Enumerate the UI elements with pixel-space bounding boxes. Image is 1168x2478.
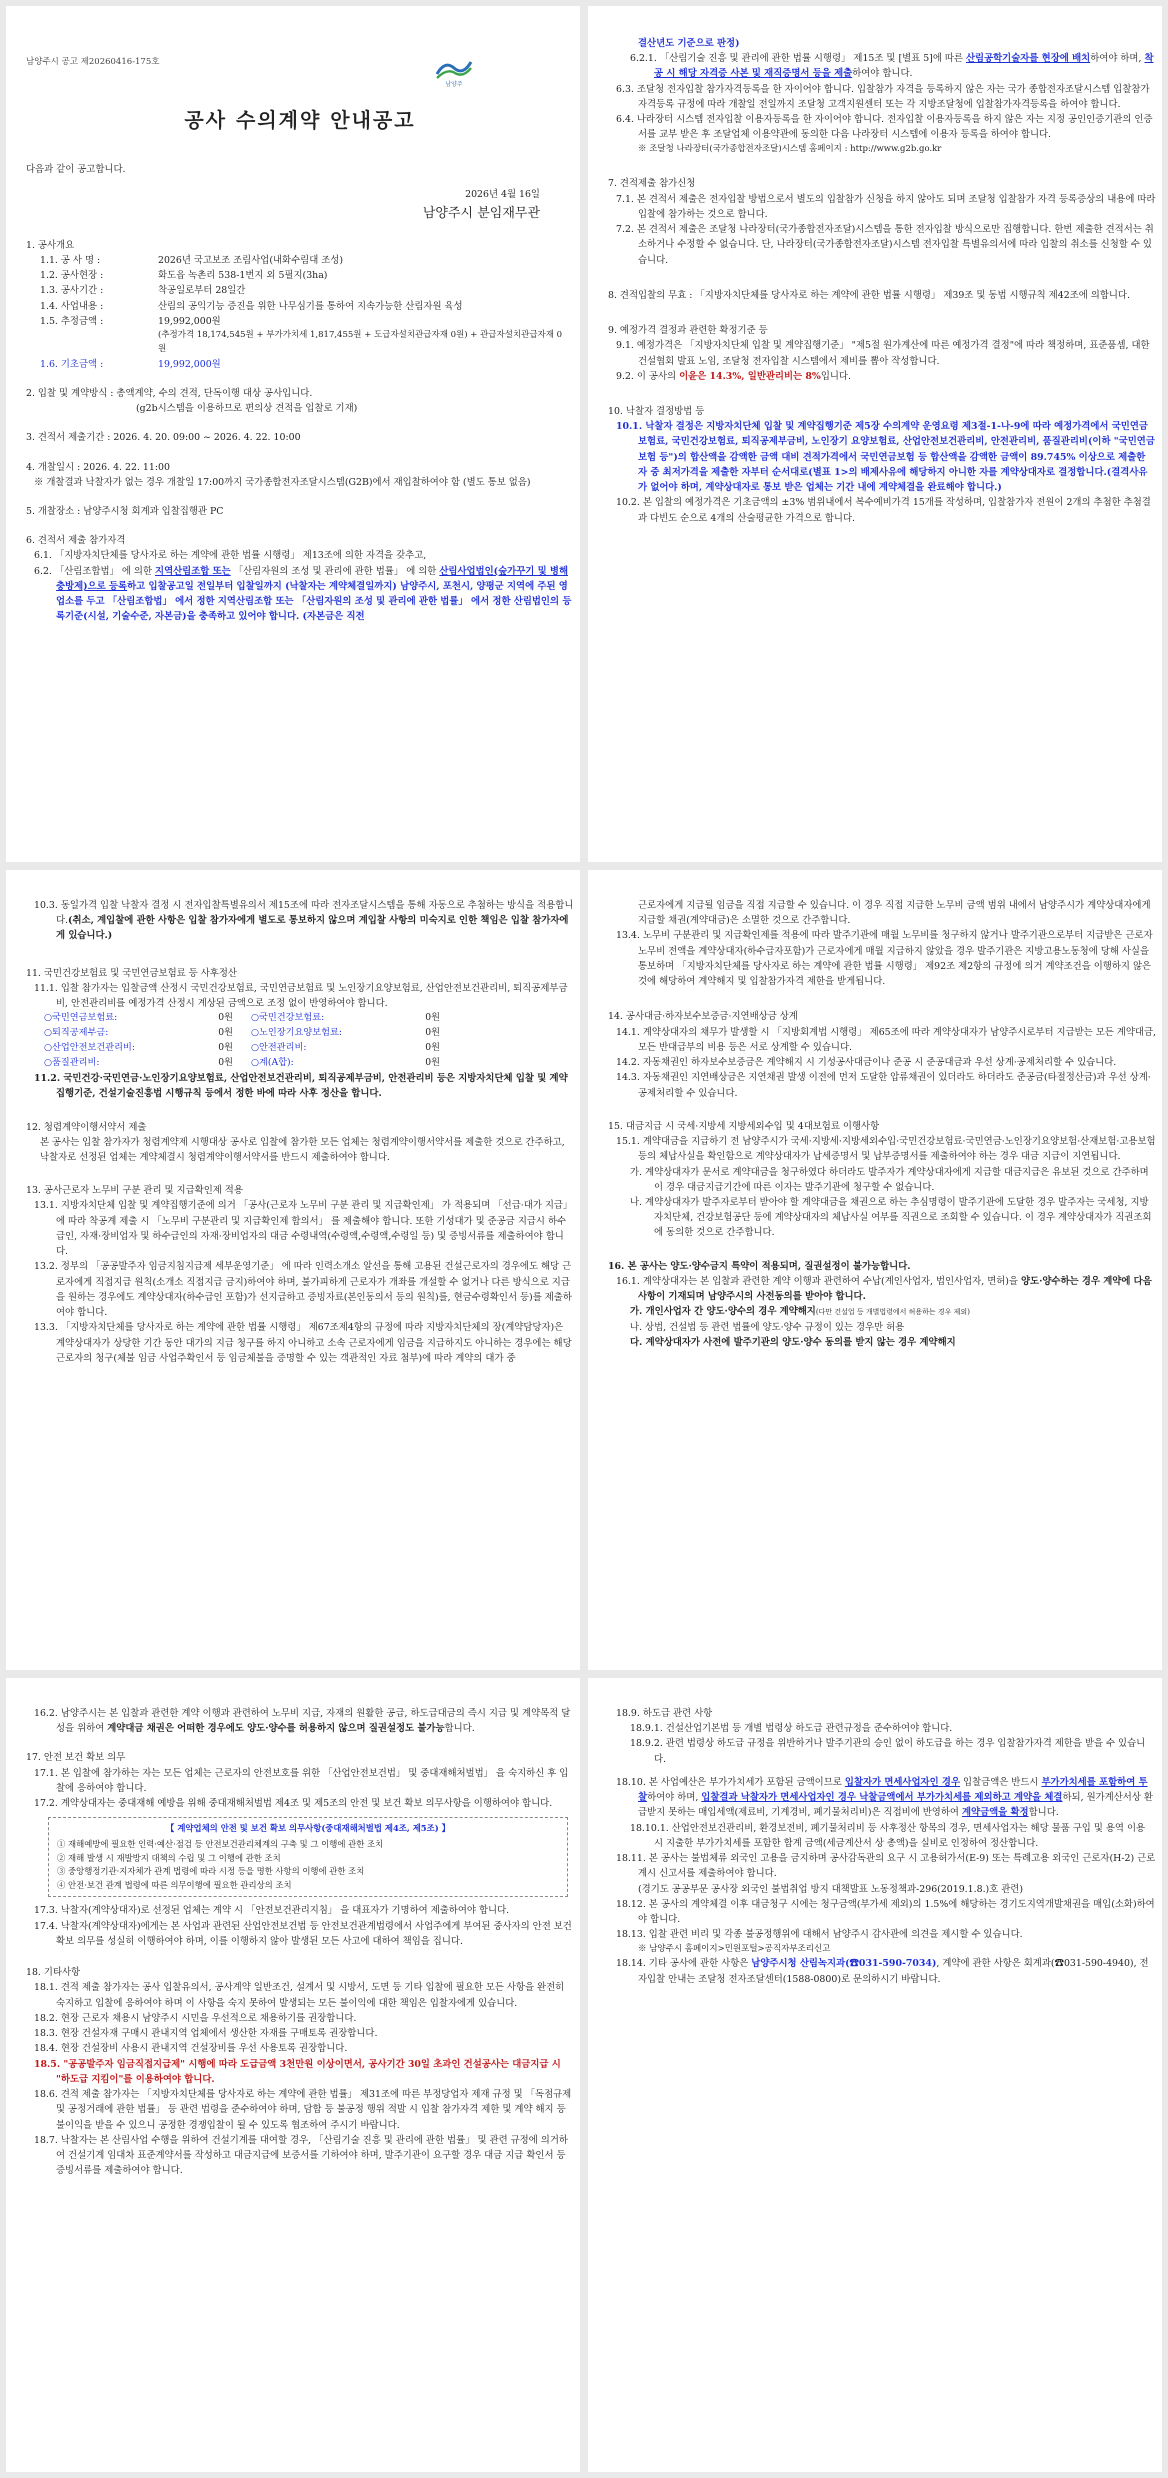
list-item: 나. 상법, 건설법 등 관련 법률에 양도·양수 규정이 있는 경우만 허용 (630, 1321, 905, 1333)
list-item: 18.11. 본 공사는 불법체류 외국인 고용을 금지하며 공사감독관의 요구 시 고용허가서(E-9) 또는 특례고용 외국인 근로자(H-2) 근로계시 신고서를 제출하여야 합니다. (616, 1853, 1156, 1880)
list-item: 18.6. 견적 제출 참가자는 「지방자치단체를 당사자로 하는 계약에 관한 법률」 제31조에 따른 부정당업자 제재 규정 및 「독점규제 및 공정거래에 관한 법률」 등 관련 법령을 준수하여야 하며, 담합 등 불공정 행위 적발 시 입찰 참가자격 제한 및 계약 해지 등 불이익을 받을 수 있으니 공정한 경쟁입찰이 될 수 있도록 협조하여 주시기 바랍니다. (34, 2089, 572, 2131)
list-item: 18.4. 현장 건설장비 사용시 관내지역 건설장비를 우선 사용토록 권장합니다. (34, 2043, 348, 2055)
cell: 0원 (218, 1057, 233, 1069)
box-item: ② 재해 발생 시 재발방지 대책의 수립 및 그 이행에 관한 조치 (57, 1852, 281, 1863)
list-item: 11.1. 입찰 참가자는 입찰금액 산정시 국민건강보험료, 국민연금보험료 및 노인장기요양보험료, 산업안전보건관리비, 퇴직공제부금비, 안전관리비를 예정가격 산정시 계상된 금액으로 조정 없이 반영하여야 합니다. (34, 982, 568, 1010)
text-span: 입니다. (820, 370, 851, 382)
section-15 (608, 1119, 1156, 1241)
text-span: 합니다. (1028, 1807, 1059, 1819)
row-value: 19,992,000원 (158, 315, 221, 327)
list-item (608, 369, 1156, 384)
text-span: 10.3. 동일가격 입찰 낙찰자 결정 시 전자입찰특별유의서 제15조에 따라 전자조달시스템을 통해 자동으로 추첨하는 방식을 적용합니다. (34, 900, 574, 927)
project-overview-table (40, 253, 574, 372)
continued-text: 근로자에게 지급될 임금을 직접 지급할 수 있습니다. 이 경우 직접 지급한 노무비 금액 범위 내에서 남양주시가 계약상대자에게 지급할 채권(계약대금)은 소멸한 것으로 간주합니다. (638, 900, 1151, 927)
list-item (26, 564, 574, 625)
section-title: 10. 낙찰자 결정방법 등 (608, 405, 705, 417)
list-item (608, 1274, 1156, 1304)
namyangju-logo (434, 58, 474, 90)
text-span: 하여야 합니다. (852, 68, 913, 80)
notice-date: 2026년 4월 16일 (465, 189, 540, 201)
list-item: 본 공사는 입찰 참가자가 청렴계약제 시행대상 공사로 입찰에 참가한 모든 업체는 청렴계약이행서약서를 제출한 것으로 간주하고, 낙찰자로 선정된 업체는 계약체결시 청렴계약이행서약서를 반드시 제출하여야 합니다. (40, 1136, 565, 1163)
text-span: 하여야 하며, (1090, 53, 1145, 65)
page-4 (588, 870, 1162, 1670)
table-row (40, 314, 574, 329)
section-18 (26, 1965, 574, 2178)
section-4 (26, 460, 574, 490)
list-item: 18.13. 입찰 관련 비리 및 각종 불공정행위에 대해서 남양주시 감사관에 의견을 제시할 수 있습니다. (616, 1929, 1023, 1941)
text-span: 「산림자원의 조성 및 관리에 관한 법률」 에 의한 (230, 565, 440, 577)
text-span: 6.2.1. 「산림기술 진흥 및 관리에 관한 법률 시행령」 제15조 및 [별표 5]에 따른 (630, 53, 966, 65)
box-item: ① 재해예방에 필요한 인력·예산·점검 등 안전보건관리체계의 구축 및 그 이행에 관한 조치 (57, 1839, 384, 1850)
row-value: 화도읍 녹촌리 538-1번지 외 5필지(3ha) (158, 270, 328, 282)
section-5 (26, 504, 574, 519)
table-row (40, 283, 574, 298)
list-item: 13.3. 「지방자치단체를 당사자로 하는 계약에 관한 법률 시행령」 제67조제4항의 규정에 따라 지방자치단체의 장(계약담당자)은 계약상대자가 상당한 기간 동안 대가의 지급 청구를 하지 아니하고 소속 근로자에게 임금을 지급하지도 아니하는 경우에는 해당 근로자의 청구(체불 임금 사업주확인서 등 임금체불을 증명할 수 있는 객관적인 자료 첨부)에 따라 계약의 대가 중 (34, 1322, 572, 1364)
note-text: ※ 조달청 나라장터(국가종합전자조달)시스템 홈페이지 : http://www.g2b.go.kr (638, 143, 942, 154)
intro-text: 다음과 같이 공고합니다. (26, 164, 126, 176)
list-item: 10.1. 낙찰자 결정은 지방자치단체 입찰 및 계약집행기준 제5장 수의계약 운영요령 제3절-1-나-9에 따라 예정가격에서 국민연금보험료, 국민건강보험료, 퇴직공제부금비, 노인장기 요양보험료, 산업안전보건관리비, 안전관리비, 품질관리비(이하 "국민연금보험 등")의 합산액을 감액한 금액 대비 견적가격에서 국민연금보험 등 합산액을 감액한 금액이 89.745% 이상으로 제출한 자 중 최저가격을 제출한 자부터 순서대로(별표 1>의 배제사유에 해당하지 아니한 자를 계약상대자로 결정합니다.(결격사유가 없어야 하며, 계약상대자로 통보 받은 업체는 기간 내에 계약체결을 완료해야 합니다.) (616, 421, 1155, 494)
list-item (608, 1304, 1156, 1319)
highlight-span: 가. 개인사업자 간 양도·양수의 경우 계약해지 (630, 1306, 816, 1318)
cell: 0원 (218, 1027, 233, 1039)
page-6 (588, 1678, 1162, 2472)
section-8 (608, 288, 1156, 303)
list-item: 18.3. 현장 건설자재 구매시 관내지역 업체에서 생산한 자재를 구매토록 권장합니다. (34, 2028, 378, 2040)
list-item: 18.10.1. 산업안전보건관리비, 환경보전비, 폐기물처리비 등 사후정산 항목의 경우, 면세사업자는 해당 물품 구입 및 용역 이용 시 지출한 부가가치세를 포함한 합계 금액(세금계산서 상 총액)을 실비로 인정하여 정산합니다. (630, 1822, 1146, 1849)
text-span: 하되, 원가계산서상 환급받지 못하는 매입세액(제료비, 기계경비, 폐기물처리비)은 직접비에 반영하여 (638, 1792, 1153, 1819)
table-row (40, 1026, 444, 1041)
highlight-span: 산림사업법인(숲가꾸기 및 병해충방제)으로 등록 (56, 565, 569, 592)
list-item: 7.1. 본 견적서 제출은 전자입찰 방법으로서 별도의 입찰참가 신청을 하지 않아도 되며 조달청 입찰참가 자격 등록증상의 내용에 따라 입찰에 참가하는 것으로 합니다. (616, 193, 1156, 220)
section-title: 18. 기타사항 (26, 1967, 81, 1979)
section-10 (608, 404, 1156, 526)
row-key-empty (40, 329, 158, 357)
list-item: 다. 계약상대자가 사전에 발주기관의 양도·양수 동의를 받지 않는 경우 계약해지 (630, 1336, 956, 1348)
section-title: 9. 예정가격 결정과 관련한 확정기준 등 (608, 325, 768, 337)
table-row (40, 1041, 444, 1056)
section-2 (26, 386, 574, 416)
list-item: 6.4. 나라장터 시스템 전자입찰 이용자등록을 한 자이어야 합니다. 전자입찰 이용자등록을 하지 않은 자는 지정 공인인증기관의 인증서를 교부 받은 후 조달업체 이용약관에 동의한 다음 나라장터 시스템에 이용자 등록을 하여야 합니다. (616, 114, 1153, 141)
row-key: 1.2. 공사현장 : (40, 270, 104, 282)
section-note: (g2b시스템을 이용하므로 편의상 견적을 입찰로 기재) (136, 403, 358, 415)
cell: 0원 (218, 1012, 233, 1024)
section-14 (608, 1009, 1156, 1100)
section-title: 6. 견적서 제출 참가자격 (26, 535, 126, 547)
cell: ○노인장기요양보험료: (251, 1027, 342, 1039)
list-item: 18.1. 견적 제출 참가자는 공사 입찰유의서, 공사계약 일반조건, 설계서 및 시방서, 도면 등 기타 입찰에 필요한 모든 사항을 완전히 숙지하고 입찰에 응하여야 하며 이 사항을 숙지 못하여 발생되는 모든 불이익에 대한 책임은 입찰자에게 있습니다. (34, 1982, 565, 2009)
section-title: 12. 청렴계약이행서약서 제출 (26, 1121, 147, 1133)
cell: ○품질관리비: (44, 1057, 100, 1069)
cell: ○안전관리비: (251, 1042, 307, 1054)
estimate-detail: (추정가격 18,174,545원 + 부가가치세 1,817,455원 + 도급자설치관급자재 0원) + 관급자설치관급자재 0원 (158, 330, 563, 354)
section-title: 3. 견적서 제출기간 : 2026. 4. 20. 09:00 ~ 2026. 4. 22. 10:00 (26, 432, 301, 444)
list-item: 6.3. 조달청 전자입찰 참가자격등록을 한 자이어야 합니다. 입찰참가 자격을 등록하지 않은 자는 국가 종합전자조달시스템 입찰참가 자격등록 규정에 따라 개찰일 전일까지 조달청 고객지원센터 또는 각 지방조달청에 입찰참가자격등록을 하여야 합니다. (616, 83, 1150, 110)
text-span: , 계약에 관한 사항은 회계과(☎031-590-4940), 전자입찰 안내는 조달청 전자조달센터(1588-0800)로 문의하시기 바랍니다. (638, 1958, 1149, 1985)
section-title: 8. 견적입찰의 무효 : 「지방자치단체를 당사자로 하는 계약에 관한 법률 시행령」 제39조 및 동법 시행규칙 제42조에 의합니다. (608, 289, 1130, 301)
highlight-span: 하는 경우 계약에 다음 사항이 기재되며 남양주시의 사전동의를 받아야 합니다. (638, 1275, 1152, 1303)
row-value: 2026년 국고보조 조림사업(내화수림대 조성) (158, 254, 344, 266)
cell: ○국민연금보험료: (44, 1012, 118, 1024)
cell: ○국민건강보험료: (251, 1012, 325, 1024)
highlight-span: 지역산림조합 또는 (155, 565, 231, 577)
section-title: 4. 개찰일시 : 2026. 4. 22. 11:00 (26, 461, 170, 473)
page-title: 공사 수의계약 안내공고 (184, 107, 416, 132)
base-amount: 19,992,000원 (158, 358, 221, 370)
list-item: 7.2. 본 견적서 제출은 조달청 나라장터(국가종합전자조달)시스템을 통한 전자입찰 방식으로만 집행합니다. 한번 제출한 견적서는 취소하거나 수정할 수 없습니다. 단, 나라장터(국가종합전자조달)시스템 전자입찰 특별유의서에 따라 입찰의 취소를 신청할 수 있습니다. (616, 224, 1154, 266)
list-item: 13.4. 노무비 구분관리 및 지급확인제를 적용에 따라 발주기관에 매월 노무비를 청구하지 않거나 발주기관으로부터 지급받은 근로자 노무비 전액을 계약상대자(하수급자포함)가 근로자에게 매월 지급하지 않았을 경우 발주기관은 지방고용노동청에 당해 사실을 통보하며 「지방자치단체를 당사자로 하는 계약에 관한 법률 시행령」 제92조 제2항의 규정에 의거 계약조건을 이행하지 않은 것에 해당하여 계약해지 및 입찰참가자격 제한을 받게됩니다. (616, 930, 1153, 988)
list-item: 13.1. 지방자치단체 입찰 및 계약집행기준에 의거 「공사(근로자 노무비 구분 관리 및 지급확인제」 가 적용되며 「선급·대가 지급」 에 따라 착공계 제출 시 「노무비 구분관리 및 지급확인제 합의서」 를 제출해야 합니다. 또한 기성대가 및 준공금 지급시 하수급인, 자재·장비업자 및 하수급인의 자재·장비업자의 대금 수령내역(수령액,수령액,수령일 등) 및 증빙서류를 제출하여야 합니다. (34, 1200, 573, 1258)
list-item: 18.2. 현장 근로자 채용시 남양주시 시민을 우선적으로 채용하기를 권장합니다. (34, 2012, 357, 2024)
section-16 (608, 1259, 1156, 1350)
highlight-span: 계약대금 채권은 어떠한 경우에도 양도·양수를 허용하지 않으며 질권설정도 불가능 (107, 1723, 445, 1735)
cell: 0원 (425, 1042, 440, 1054)
row-key: 1.6. 기초금액 : (40, 358, 104, 370)
section-1 (26, 238, 574, 372)
cell: 0원 (218, 1042, 233, 1054)
insurance-table (40, 1011, 444, 1071)
list-item (26, 898, 574, 944)
list-item: 6.1. 「지방자치단체를 당사자로 하는 계약에 관한 법률 시행령」 제13조에 의한 자격을 갖추고, (34, 550, 427, 562)
text-span: 9.2. 이 공사의 (616, 370, 680, 382)
section-title: 13. 공사근로자 노무비 구분 관리 및 지급확인제 적용 (26, 1185, 243, 1197)
text-span: 18.14. 기타 공사에 관한 사항은 (616, 1958, 752, 1970)
table-row (40, 1056, 444, 1071)
highlight-span: 부가가치세를 포함하여 투찰 (638, 1776, 1148, 1804)
page-3 (6, 870, 580, 1670)
list-item: 13.2. 정부의 「공공발주자 임금지침지급제 세부운영기준」 에 따라 인력소개소 알선을 통해 고용된 건설근로자의 경우에도 해당 근로자에게 직접지급 원칙(소개소 직접지급 금지)하여야 하며, 불가피하게 근로자가 개좌를 개설할 수 없거나 다른 방식으로 지급을 원하는 경우에도 계약상대자(하수급인 포함)가 선지급하고 증빙자료(본인동의서 등의 원칙)를, 현금수령확인서 등)를 제출하여야 합니다. (34, 1261, 572, 1319)
list-item: 14.2. 자동채권인 하자보수보증금은 계약해지 시 기성공사대금이나 준공 시 준공대금과 우선 상계·공제처리할 수 있습니다. (616, 1057, 1117, 1069)
text-span: 합니다. (444, 1723, 475, 1735)
highlight-span: 이윤은 14.3%, 일반관리비는 8% (679, 370, 821, 382)
row-value: 착공일로부터 28일간 (158, 285, 246, 297)
list-item: 17.1. 본 입찰에 참가하는 자는 모든 업체는 근로자의 안전보호를 위한 「산업안전보건법」 및 중대재해처벌법」 을 숙지하신 후 입찰에 응하여야 합니다. (34, 1767, 569, 1794)
cell: 0원 (425, 1027, 440, 1039)
list-item: 18.9.1. 건설산업기본법 등 개별 법령상 하도급 관련규정을 준수하여야 합니다. (630, 1723, 953, 1735)
table-row (40, 268, 574, 283)
row-key: 1.4. 사업내용 : (40, 300, 104, 312)
cell: 0원 (425, 1012, 440, 1024)
note-text: (경기도 공공부문 공사장 외국인 불법취업 방지 대책발표 노동정책과-296(2019.1.8.)호 관련) (638, 1883, 1024, 1895)
text-span: 하여야 하며, (647, 1792, 702, 1804)
list-item: 18.12. 본 공사의 계약체결 이후 대금청구 시에는 청구금액(부가세 제외)의 1.5%에 해당하는 경기도지역개발채권을 매입(소화)하여야 합니다. (616, 1898, 1155, 1926)
text-span: 6.2. 「산림조합법」 에 의한 (34, 565, 156, 577)
list-item (608, 1956, 1156, 1986)
box-title: 【 계약업체의 안전 및 보건 확보 의무사항(중대재해처벌법 제4조, 제5조) 】 (166, 1823, 450, 1834)
page-1 (6, 6, 580, 862)
highlight-span: 입찰결과 낙찰자가 면세사업자인 경우 낙찰금액에서 부가가치세를 제외하고 계약을 체결 (701, 1792, 1063, 1804)
cell: ○계(A합): (251, 1057, 294, 1069)
highlight-span: 입찰자가 면세사업자인 경우 (844, 1776, 961, 1788)
table-row (40, 253, 574, 268)
cell: ○퇴직공제부금: (44, 1027, 109, 1039)
list-item: 18.5. "공공발주자 임금직접지급제" 시행에 따라 도급금액 3천만원 이상이면서, 공사기간 30일 초과인 건설공사는 대금지급 시 "하도급 지킴이"를 이용하여야 합니다. (34, 2058, 561, 2085)
page-5 (6, 1678, 580, 2472)
section-note: ※ 개찰결과 낙찰자가 없는 경우 개찰일 17:00까지 국가종합전자조달시스템(G2B)에서 재입찰하여야 함 (별도 통보 없음) (34, 476, 531, 488)
text-span: 16.1. 계약상대자는 본 입찰과 관련한 계약 이행과 관련하여 수납(계인사업자, 법인사업자, 면허)을 (616, 1275, 1021, 1287)
list-item: 17.3. 낙찰자(계약상대자)로 선정된 업체는 계약 시 「안전보건관리지침」 을 대표자가 기명하여 제출하여야 합니다. (34, 1905, 510, 1917)
list-item: 가. 계약상대자가 문서로 계약대금을 청구하였다 하더라도 발주자가 계약상대자에게 지급할 대금지급은 유보된 것으로 간주하며 이 경우 대금지급기간에 따른 이자는 발주기관에 청구할 수 없습니다. (630, 1166, 1149, 1193)
highlight-span: 산림공학기술자를 현장에 배치 (965, 53, 1091, 65)
highlight-span: 계약금액을 확정 (961, 1807, 1029, 1819)
list-item: 10.2. 본 입찰의 예정가격은 기초금액의 ±3% 범위내에서 복수예비가격 15개를 작성하며, 입찰참가자 전원이 2개의 추첨한 추첨결과 다빈도 순으로 4개의 산술평균한 가격으로 합니다. (616, 497, 1151, 524)
box-item: ④ 안전·보건 관계 법령에 따른 의무이행에 필요한 관리상의 조치 (57, 1879, 292, 1890)
section-title: 11. 국민건강보험료 및 국민연금보험료 등 사후정산 (26, 967, 237, 979)
section-6 (26, 533, 574, 624)
text-span: 18.10. 본 사업예산은 부가가치세가 포함된 금액이므로 (616, 1776, 845, 1788)
highlight-span: (취소, 계입찰에 관한 사항은 입찰 참가자에게 별도로 통보하지 않으며 계입찰 사항의 미숙지로 인한 책임은 입찰 참가자에게 있습니다.) (56, 915, 569, 942)
text-span: (다만 건설업 등 개별법령에서 허용하는 경우 제외) (815, 1308, 970, 1317)
highlight-span: 착공 시 해당 자격증 사본 및 재직증명서 등을 제출 (654, 53, 1154, 80)
list-item: 17.2. 계약상대자는 중대재해 예방을 위해 중대재해처벌법 제4조 및 제5조의 안전 및 보건 확보 의무사항을 이행하여야 합니다. (34, 1798, 553, 1810)
table-row (40, 1011, 444, 1026)
row-key: 1.1. 공 사 명 : (40, 254, 101, 266)
section-17 (26, 1750, 574, 1949)
note-text: ※ 남양주시 홈페이지>민원포털>공직자부조리신고 (638, 1943, 831, 1954)
continued-text: 결산년도 기준으로 판정) (638, 38, 740, 49)
section-title: 1. 공사개요 (26, 239, 75, 251)
section-13 (26, 1183, 574, 1366)
notice-number: 남양주시 공고 제20260416-175호 (26, 57, 160, 67)
list-item: 11.2. 국민건강·국민연금·노인장기요양보험료, 산업안전보건관리비, 퇴직공제부금비, 안전관리비 등은 지방자치단체 입찰 및 계약 집행기준, 건설기술진흥법 시행규칙 등에서 정한 바에 따라 사후 정산을 합니다. (34, 1073, 568, 1100)
list-item: 14.3. 자동채권인 지연배상금은 지연채권 발생 이전에 먼저 도달한 압류채권이 있더라도 하더라도 준공금(타절정산금)과 우선 상계·공제처리할 수 있습니다. (616, 1072, 1151, 1099)
list-item: 15.1. 계약대금을 지급하기 전 남양주시가 국세·지방세·지방세외수입·국민건강보험료·국민연금·노인장기요양보험·산재보험·고용보험 등의 체납사실을 확인함으로 계약상대자가 납세증명서 및 납부증명서를 제출하여야 하는 경우 대금 지급이 지연됩니다. (616, 1136, 1156, 1163)
list-item (26, 1706, 574, 1736)
section-12 (26, 1120, 574, 1166)
text-span: 16.2. 남양주시는 본 입찰과 관련한 계약 이행과 관련하여 노무비 지급, 자재의 원활한 공급, 하도급대금의 즉시 지급 및 계약목적 달성을 위하여 (34, 1708, 571, 1735)
list-item: 18.9.2. 관련 법령상 하도급 규정을 위반하거나 발주기관의 승인 없이 하도급을 하는 경우 입찰참가자격 제한을 받을 수 있습니다. (630, 1738, 1146, 1765)
table-row (40, 357, 574, 372)
section-title: 7. 견적제출 참가신청 (608, 178, 696, 190)
section-7 (608, 176, 1156, 267)
table-row (40, 299, 574, 314)
cell: 0원 (425, 1057, 440, 1069)
section-title: 15. 대금지급 시 국세·지방세 지방세외수입 및 4대보험료 이행사항 (608, 1120, 880, 1132)
section-3 (26, 430, 574, 445)
highlight-span: 남양주시청 산림녹지과(☎031-590-7034) (751, 1958, 937, 1970)
list-item: 18.7. 낙찰자는 본 산림사업 수행을 위하여 건설기계를 대여할 경우, 「산림기술 진흥 및 관리에 관한 법률」 및 관련 규정에 의거하여 건설기계 임대차 표준계약서를 작성하고 대금지급에 보증서를 기하여야 하며, 발주기관이 요구할 경우 대금 지급 확인서 등 증빙서류를 제출하여야 합니다. (34, 2134, 568, 2177)
logo-mark-icon (435, 58, 473, 80)
list-item: 9.1. 예정가격은 「지방자치단체 입찰 및 계약집행기준」 "제5절 원가계산에 따른 예정가격 결정"에 따라 책정하며, 표준품셈, 대한건설협회 발표 노임, 조달청 전자입찰 시스템에서 제비를 뽑아 작성합니다. (616, 340, 1150, 367)
logo-text: 남양주 (445, 81, 463, 88)
section-title: 5. 개찰장소 : 남양주시청 회계과 입찰집행관 PC (26, 506, 224, 518)
row-key: 1.3. 공사기간 : (40, 285, 104, 297)
highlight-span: 양도·양수 (1021, 1275, 1061, 1287)
highlight-span: 하고 입찰공고일 전일부터 입찰일까지 (낙찰자는 계약체결일까지) 남양주시, 포천시, 양평군 지역에 주된 영업소를 두고 「산림조합법」 에서 정한 지역산림조합 또는 「산림자원의 조성 및 관리에 관한 법률」 에서 정한 산림법인의 등록기준(시설, 기술수준, 자본금)을 충족하고 있어야 합니다. (자본금은 직전 (56, 580, 572, 623)
box-item: ③ 중앙행정기관·지자체가 관계 법령에 따라 시정 등을 명한 사항의 이행에 관한 조치 (57, 1866, 365, 1877)
list-item: 18.9. 하도급 관련 사항 (616, 1708, 713, 1719)
section-9 (608, 323, 1156, 384)
cell: ○산업안전보건관리비: (44, 1042, 135, 1054)
text-span: 입찰금액은 반드시 (960, 1776, 1042, 1788)
row-key: 1.5. 추정금액 : (40, 315, 104, 327)
section-11 (26, 966, 574, 1102)
section-title: 14. 공사대금·하자보수보증금·지연배상금 상계 (608, 1011, 798, 1023)
list-item (608, 51, 1156, 81)
issuing-org: 남양주시 분임재무관 (422, 205, 540, 221)
table-row (40, 329, 574, 357)
list-item: 나. 계약상대자가 발주자로부터 받아야 할 계약대금을 채권으로 하는 추심명령이 발주기관에 도달한 경우 발주자는 국세청, 지방자치단체, 건강보험공단 등에 계약상대자의 체납사실 여부를 직권으로 조회할 수 있습니다. 이 경우 계약상대자가 직권조회에 동의한 것으로 간주합니다. (630, 1196, 1152, 1239)
list-item: 17.4. 낙찰자(계약상대자)에게는 본 사업과 관련된 산업안전보건법 등 안전보건관계법령에서 사업주에게 부여된 중사자의 안전 보건 확보 의무를 성실히 이행하여야 하며, 이를 이행하지 않아 발생된 모든 사고에 대하여 책임을 집니다. (34, 1920, 572, 1947)
section-title: 17. 안전 보건 확보 의무 (26, 1752, 126, 1764)
list-item (608, 1775, 1156, 1821)
page-2 (588, 6, 1162, 862)
section-title: 16. 본 공사는 양도·양수금지 특약이 적용되며, 질권설정이 불가능합니다. (608, 1260, 911, 1272)
list-item: 14.1. 계약상대자의 채무가 발생할 시 「지방회계법 시행령」 제65조에 따라 계약상대자가 남양주시로부터 지급받는 모든 계약대금, 모든 반대급부의 비용 등은 서로 상계할 수 있습니다. (616, 1026, 1157, 1053)
row-value: 산림의 공익기능 증진을 위한 나무심기를 통하여 지속가능한 산림자원 육성 (158, 300, 463, 312)
section-title: 2. 입찰 및 계약방식 : 총액계약, 수의 견적, 단독이행 대상 공사입니다. (26, 387, 313, 399)
safety-duties-box (48, 1817, 568, 1897)
